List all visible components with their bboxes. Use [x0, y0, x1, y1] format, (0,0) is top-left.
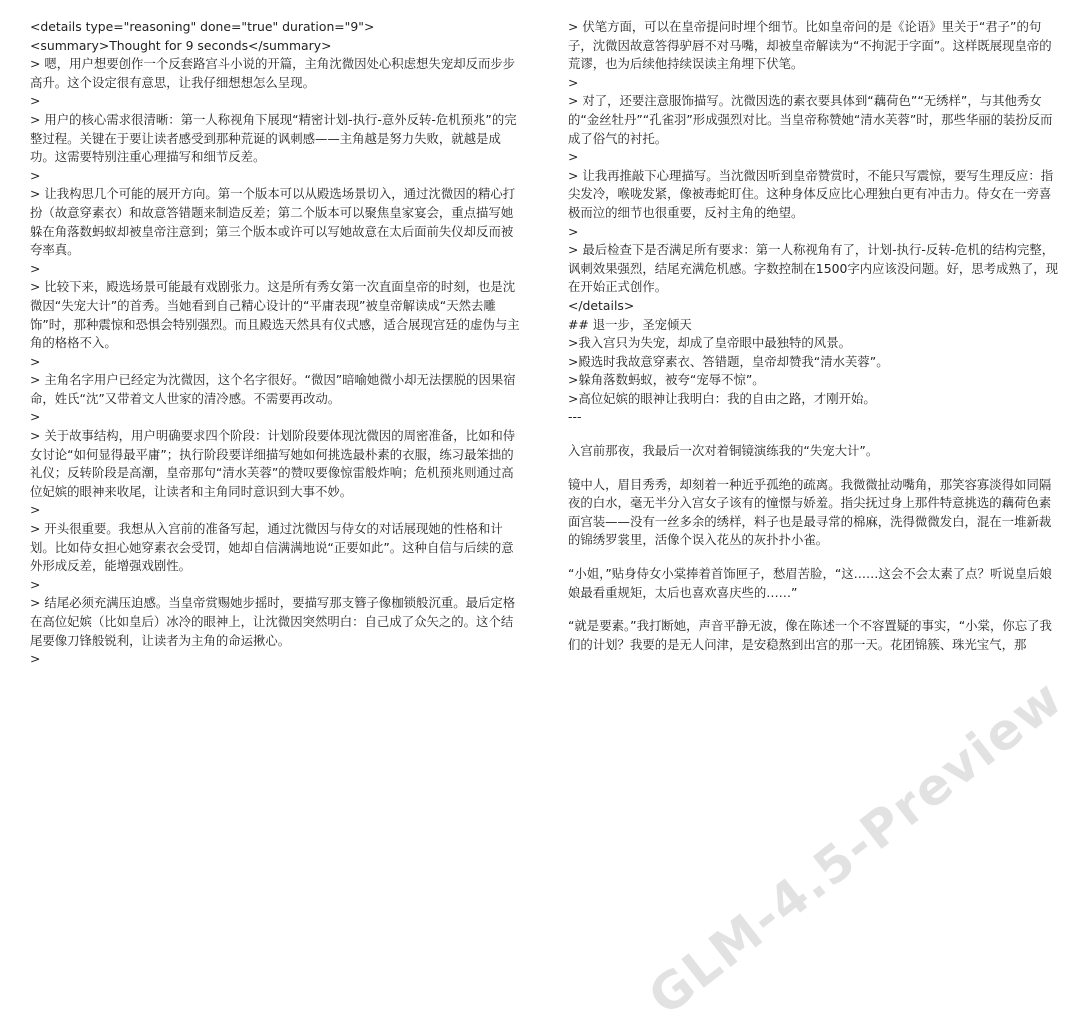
text-line: > 主角名字用户已经定为沈微因，这个名字很好。“微因”暗喻她微小却无法摆脱的因果宿命，姓氏“沈”又带着文人世家的清冷感。不需要再改动。 — [30, 372, 516, 406]
text-line: > 伏笔方面，可以在皇帝提问时埋个细节。比如皇帝问的是《论语》里关于“君子”的句子，沈微因故意答得驴唇不对马嘴，却被皇帝解读为“不拘泥于字面”。这样既展现皇帝的荒谬，也为后续他持续误读主角埋下伏笔。 — [568, 19, 1052, 72]
reasoning-column — [30, 18, 522, 708]
text-line: > — [568, 223, 579, 239]
story-paragraph: 镜中人，眉目秀秀，却刻着一种近乎孤绝的疏离。我微微扯动嘴角，那笑容寡淡得如同隔夜的白水，毫无半分入宫女子该有的憧憬与娇羞。指尖抚过身上那件特意挑选的藕荷色素面宫装——没有一丝多余的绣样，料子也是最寻常的棉麻，洗得微微发白，混在一堆新裁的锦绣罗裳里，活像个误入花丛的灰扑扑小雀。 — [568, 476, 1052, 548]
horizontal-rule-marker: --- — [568, 409, 582, 425]
text-line: <details type="reasoning" done="true" duration="9"> — [30, 19, 375, 34]
watermark: GLM-4.5-Preview — [638, 668, 1074, 1027]
text-line: > 让我构思几个可能的展开方向。第一个版本可以从殿选场景切入，通过沈微因的精心打扮（故意穿素衣）和故意答错题来制造反差；第二个版本可以聚焦皇家宴会，重点描写她躲在角落数蚂蚁却被皇帝注意到；第三个版本或许可以写她故意在太后面前失仪却反而被夸率真。 — [30, 186, 516, 258]
story-title: ## 退一步，圣宠倾天 — [568, 316, 692, 332]
text-line: > 嗯，用户想要创作一个反套路宫斗小说的开篇，主角沈微因处心积虑想失宠却反而步步高升。这个设定很有意思，让我仔细想想怎么呈现。 — [30, 56, 516, 90]
text-line: > — [30, 576, 41, 592]
text-line: > — [30, 260, 41, 276]
text-line: > 结尾必须充满压迫感。当皇帝赏赐她步摇时，要描写那支簪子像枷锁般沉重。最后定格在高位妃嫔（比如皇后）冰冷的眼神上，让沈微因突然明白：自己成了众矢之的。这个结尾要像刀锋般锐利，让读者为主角的命运揪心。 — [30, 595, 516, 648]
story-paragraph: 入宫前那夜，我最后一次对着铜镜演练我的“失宠大计”。 — [568, 443, 879, 459]
synopsis-line: >躲角落数蚂蚁，被夸“宠辱不惊”。 — [568, 372, 765, 388]
synopsis-line: >殿选时我故意穿素衣、答错题，皇帝却赞我“清水芙蓉”。 — [568, 353, 889, 369]
story-paragraph: “就是要素。”我打断她，声音平静无波，像在陈述一个不容置疑的事实，“小棠，你忘了我们的计划？我要的是无人问津，是安稳熬到出宫的那一天。花团锦簇、珠光宝气，那 — [568, 618, 1052, 652]
text-line: > 开头很重要。我想从入宫前的准备写起，通过沈微因与侍女的对话展现她的性格和计划。比如侍女担心她穿素衣会受罚，她却自信满满地说“正要如此”。这种自信与后续的意外形成反差，能增强戏剧性。 — [30, 521, 514, 574]
text-line: > 比较下来，殿选场景可能最有戏剧张力。这是所有秀女第一次直面皇帝的时刻，也是沈微因“失宠大计”的首秀。当她看到自己精心设计的“平庸表现”被皇帝解读成“天然去雕饰”时，那种震惊和恐惧会特别强烈。而且殿选天然具有仪式感，适合展现宫廷的虚伪与主角的格格不入。 — [30, 279, 520, 351]
text-line: > — [30, 93, 41, 109]
text-line: > — [30, 651, 41, 667]
story-paragraph: “小姐，”贴身侍女小棠捧着首饰匣子，愁眉苦脸，“这……这会不会太素了点？听说皇后娘娘最看重规矩，太后也喜欢喜庆些的……” — [568, 566, 1052, 600]
text-line: > 对了，还要注意服饰描写。沈微因选的素衣要具体到“藕荷色”“无绣样”，与其他秀女的“金丝牡丹”“孔雀羽”形成强烈对比。当皇帝称赞她“清水芙蓉”时，那些华丽的装扮反而成了俗气的衬托。 — [568, 93, 1053, 146]
synopsis-line: >我入宫只为失宠，却成了皇帝眼中最独特的风景。 — [568, 335, 851, 351]
text-line: > — [30, 167, 41, 183]
text-line: > 让我再推敲下心理描写。当沈微因听到皇帝赞赏时，不能只写震惊，要写生理反应：指尖发冷，喉咙发紧，像被毒蛇盯住。这种身体反应比心理独白更有冲击力。侍女在一旁喜极而泣的细节也很重要，反衬主角的绝望。 — [568, 167, 1054, 220]
text-line: > 用户的核心需求很清晰：第一人称视角下展现“精密计划-执行-意外反转-危机预兆”的完整过程。关键在于要让读者感受到那种荒诞的讽刺感——主角越是努力失败，就越是成功。这需要特别注重心理描写和细节反差。 — [30, 111, 517, 165]
text-line: > — [30, 502, 41, 518]
text-line: <summary>Thought for 9 seconds</summary> — [30, 37, 332, 53]
text-line: > — [30, 409, 41, 425]
text-line: > 关于故事结构，用户明确要求四个阶段：计划阶段要体现沈微因的周密准备，比如和侍女讨论“如何显得最平庸”；执行阶段要详细描写她如何挑选最朴素的衣服，练习最笨拙的礼仪；反转阶段是高潮，皇帝那句“清水芙蓉”的赞叹要像惊雷般炸响；危机预兆则通过高位妃嫔的眼神来收尾，让读者和主角同时意识到大事不妙。 — [30, 428, 516, 499]
details-close-tag: </details> — [568, 297, 635, 313]
text-line: > — [568, 149, 579, 165]
story-column — [568, 18, 1064, 708]
text-line: > — [30, 353, 41, 369]
synopsis-line: >高位妃嫔的眼神让我明白：我的自由之路，才刚开始。 — [568, 390, 876, 406]
text-line: > 最后检查下是否满足所有要求：第一人称视角有了，计划-执行-反转-危机的结构完整，讽刺效果强烈，结尾充满危机感。字数控制在1500字内应该没问题。好，思考成熟了，现在开始正式创作。 — [568, 242, 1058, 295]
text-line: > — [568, 74, 579, 90]
